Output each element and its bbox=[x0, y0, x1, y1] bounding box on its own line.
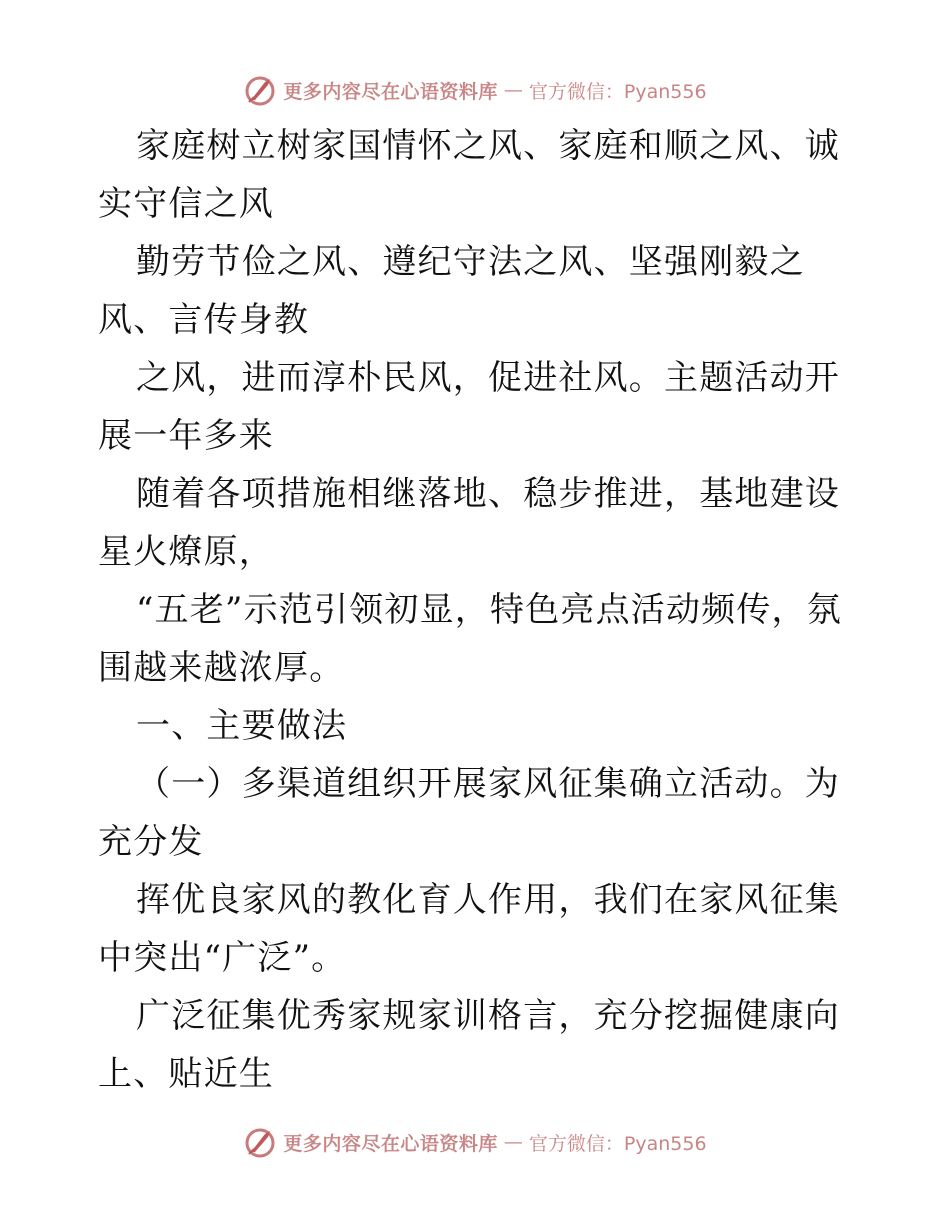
watermark-wechat: 官方微信：Pyan556 bbox=[528, 1132, 707, 1155]
paragraph: 挥优良家风的教化育人作用，我们在家风征集中突出“广泛”。 bbox=[98, 880, 840, 978]
document-body bbox=[98, 117, 854, 1103]
watermark-text: 更多内容尽在心语资料库 bbox=[283, 1132, 498, 1155]
paragraph: 之风，进而淳朴民风，促进社风。主题活动开展一年多来 bbox=[98, 358, 840, 456]
paragraph: （一）多渠道组织开展家风征集确立活动。为充分发 bbox=[98, 764, 840, 862]
section-heading: 一、主要做法 bbox=[136, 706, 348, 746]
quill-circle-icon bbox=[243, 73, 277, 107]
watermark-wechat: 官方微信：Pyan556 bbox=[528, 80, 707, 103]
watermark-separator: — bbox=[503, 1131, 523, 1153]
footer-watermark bbox=[0, 1122, 950, 1162]
paragraph: 勤劳节俭之风、遵纪守法之风、坚强刚毅之风、言传身教 bbox=[98, 242, 805, 340]
quill-circle-icon bbox=[243, 1125, 277, 1159]
watermark-separator: — bbox=[503, 79, 523, 101]
paragraph: “五老”示范引领初显，特色亮点活动频传，氛围越来越浓厚。 bbox=[98, 590, 842, 688]
paragraph: 家庭树立树家国情怀之风、家庭和顺之风、诚实守信之风 bbox=[98, 126, 840, 224]
paragraph: 随着各项措施相继落地、稳步推进，基地建设星火燎原， bbox=[98, 474, 840, 572]
watermark-text: 更多内容尽在心语资料库 bbox=[283, 80, 498, 103]
header-watermark bbox=[0, 70, 950, 110]
paragraph: 广泛征集优秀家规家训格言，充分挖掘健康向上、贴近生 bbox=[98, 996, 840, 1094]
